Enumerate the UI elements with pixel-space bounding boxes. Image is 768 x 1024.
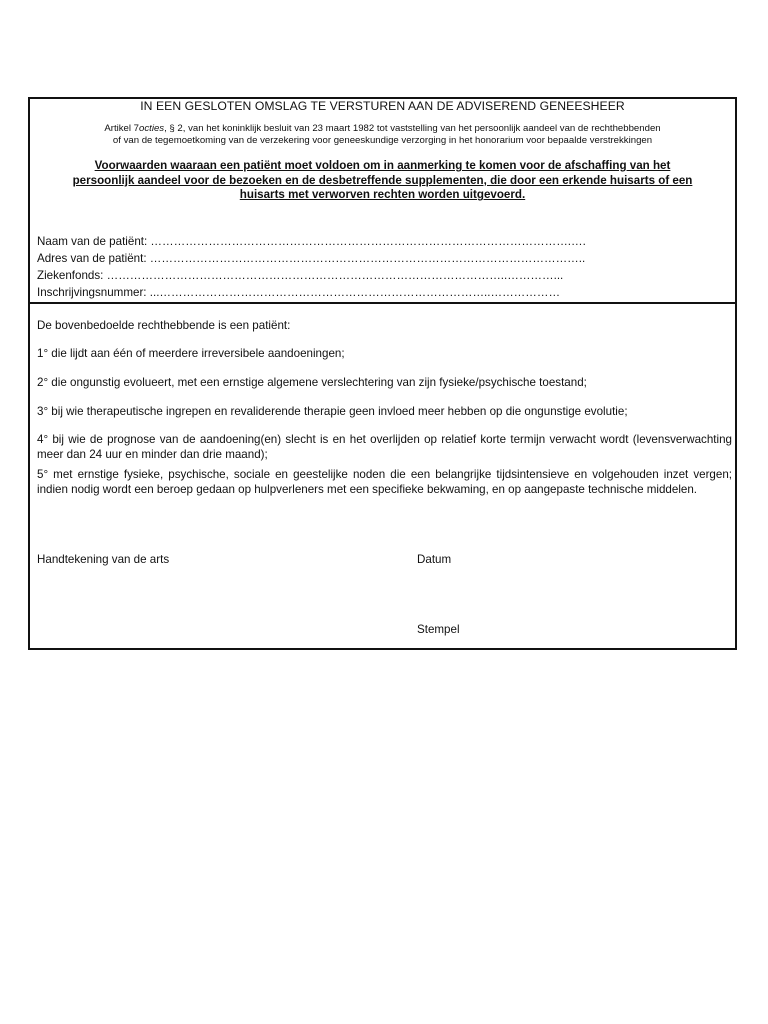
legal-article-italic: octies (139, 123, 165, 134)
conditions-line-3: huisarts met verworven rechten worden uitgevoerd. (239, 188, 526, 202)
field-patient-address[interactable]: Adres van de patiënt: ………………………………………………………………………………………………….. (37, 252, 586, 265)
date-label: Datum (417, 553, 452, 566)
field-patient-name[interactable]: Naam van de patiënt: ……………………………………………………………………………………………….…. (37, 235, 586, 248)
criterion-5: 5° met ernstige fysieke, psychische, sociale en geestelijke noden die een belangrijke tijdsintensieve en volgehouden inzet vergen; indien nodig wordt een beroep gedaan op hulpverleners met een specifieke bekwaming, en op aangepaste technische middelen. (37, 468, 732, 496)
legal-reference-line-2: of van de tegemoetkoming van de verzekering voor geneeskundige verzorging in het honorarium voor bepaalde verstrekkingen (112, 135, 653, 146)
criterion-2: 2° die ongunstig evolueert, met een ernstige algemene verslechtering van zijn fysieke/psychische toestand; (37, 376, 587, 389)
conditions-line-1: Voorwaarden waaraan een patiënt moet voldoen om in aanmerking te komen voor de afschaffing van het (94, 159, 671, 172)
criterion-3: 3° bij wie therapeutische ingrepen en revaliderende therapie geen invloed meer hebben op die ongunstige evolutie; (37, 405, 628, 418)
legal-reference (30, 123, 735, 147)
legal-reference-line-1 (30, 123, 735, 135)
signature-label: Handtekening van de arts (37, 553, 170, 566)
legal-article-prefix: Artikel 7 (104, 123, 140, 134)
field-registration-number[interactable]: Inschrijvingsnummer: ...…………………………………………………………………………..……………… (37, 286, 561, 299)
criterion-1: 1° die lijdt aan één of meerdere irreversibele aandoeningen; (37, 347, 345, 360)
form-header-section (30, 99, 735, 304)
form-title: IN EEN GESLOTEN OMSLAG TE VERSTUREN AAN DE ADVISEREND GENEESHEER (140, 99, 625, 113)
legal-article-rest: , § 2, van het koninklijk besluit van 23 maart 1982 tot vaststelling van het persoonlijk aandeel van de rechthebbenden (164, 123, 661, 134)
stamp-label: Stempel (417, 623, 460, 636)
criterion-4: 4° bij wie de prognose van de aandoening(en) slecht is en het overlijden op relatief korte termijn verwacht wordt (levensverwachting meer dan 24 uur en minder dan drie maand); (37, 433, 732, 461)
criteria-intro: De bovenbedoelde rechthebbende is een patiënt: (37, 319, 291, 332)
medical-form (28, 97, 737, 650)
conditions-line-2: persoonlijk aandeel voor de bezoeken en de desbetreffende supplementen, die door een erkende huisarts of een (72, 173, 693, 187)
conditions-heading (36, 159, 729, 203)
field-health-insurance[interactable]: Ziekenfonds: …………………………………………………………………………………………..…………... (37, 269, 564, 282)
